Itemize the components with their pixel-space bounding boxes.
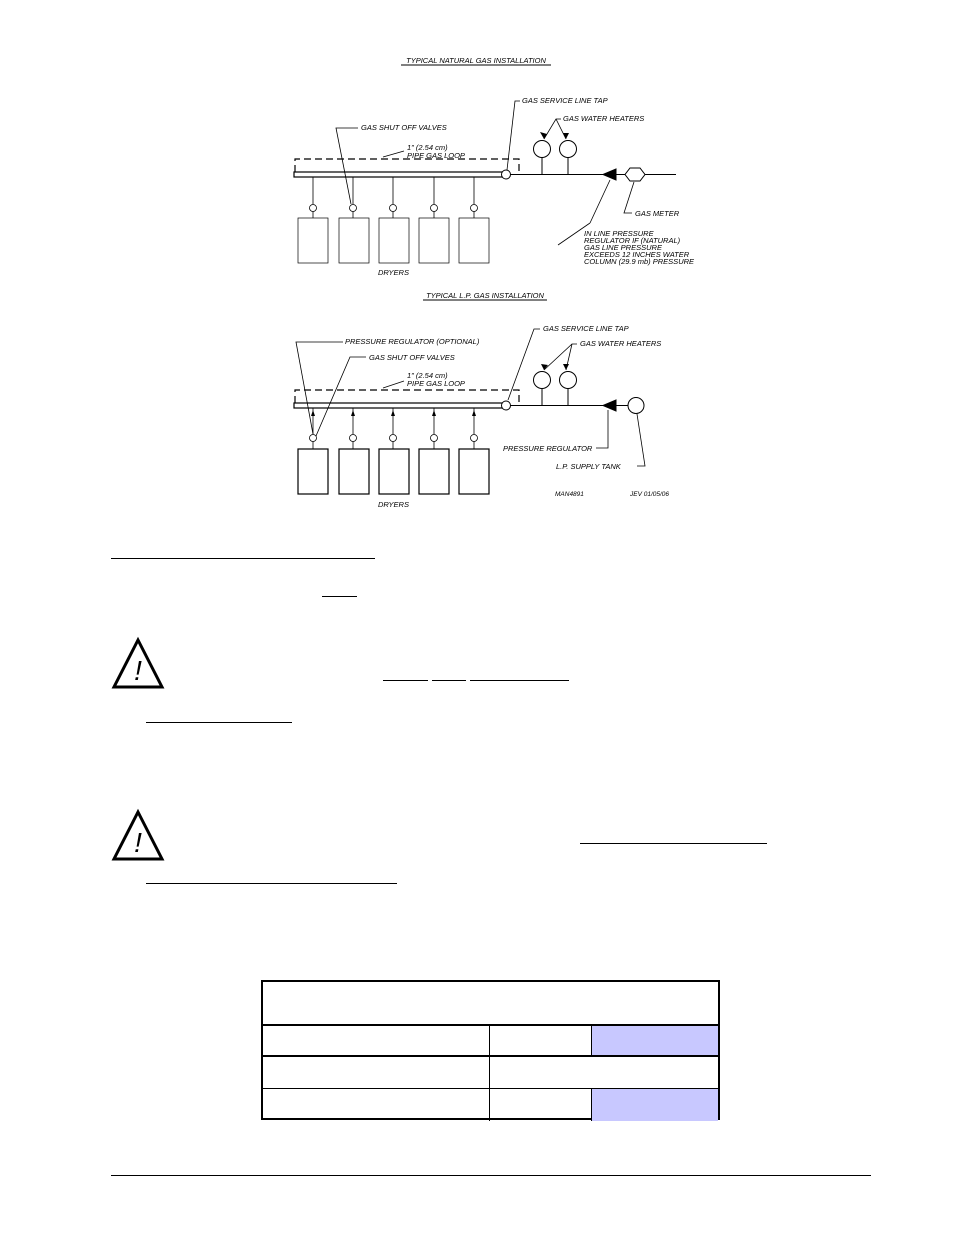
label-water-heaters-2: GAS WATER HEATERS — [580, 339, 662, 348]
label-shutoff-valves-1: GAS SHUT OFF VALVES — [361, 123, 447, 132]
table-cell — [489, 1089, 591, 1121]
label-shutoff-valves-2: GAS SHUT OFF VALVES — [369, 353, 455, 362]
label-lp-supply-tank: L.P. SUPPLY TANK — [556, 462, 621, 471]
label-water-heaters-1: GAS WATER HEATERS — [563, 114, 645, 123]
table-cell — [489, 1026, 591, 1057]
label-pressure-regulator: PRESSURE REGULATOR — [503, 444, 593, 453]
label-regulator-note-4: EXCEEDS 12 INCHES WATER — [584, 250, 690, 259]
warning-triangle-icon — [110, 636, 166, 692]
label-gas-meter: GAS METER — [635, 209, 680, 218]
natural-gas-title: TYPICAL NATURAL GAS INSTALLATION — [406, 56, 546, 65]
label-drawing-date: JEV 01/05/06 — [630, 491, 670, 498]
warning-1-underline-b — [432, 680, 466, 681]
label-gas-service-tap-1: GAS SERVICE LINE TAP — [522, 96, 608, 105]
lp-gas-diagram — [294, 291, 669, 509]
label-pipe-loop-1: PIPE GAS LOOP — [407, 151, 465, 160]
warning-1-underline-c — [470, 680, 569, 681]
table-cell — [489, 1057, 718, 1090]
label-regulator-note-5: COLUMN (29.9 mb) PRESSURE — [584, 257, 695, 266]
label-drawing-number: MAN4891 — [555, 491, 584, 498]
label-pipe-size-1: 1" (2.54 cm) — [407, 143, 448, 152]
label-regulator-note-3: GAS LINE PRESSURE — [584, 243, 662, 252]
label-regulator-note-2: REGULATOR IF (NATURAL) — [584, 236, 681, 245]
label-dryers-2: DRYERS — [378, 500, 409, 509]
warning-exclamation-2: ! — [134, 827, 142, 858]
subheading-underline-1 — [146, 722, 292, 723]
warning-2-underline — [580, 843, 767, 844]
table-row — [263, 1088, 718, 1121]
label-pressure-regulator-optional: PRESSURE REGULATOR (OPTIONAL) — [345, 337, 480, 346]
label-pipe-size-2: 1" (2.54 cm) — [407, 371, 448, 380]
warning-triangle-icon-2 — [110, 808, 166, 864]
specification-table — [261, 980, 720, 1120]
label-dryers-1: DRYERS — [378, 268, 409, 277]
label-gas-service-tap-2: GAS SERVICE LINE TAP — [543, 324, 629, 333]
label-pipe-loop-2: PIPE GAS LOOP — [407, 379, 465, 388]
section-heading-underline — [111, 558, 375, 559]
table-cell-highlight — [591, 1089, 718, 1121]
warning-exclamation: ! — [134, 655, 142, 686]
lp-gas-title: TYPICAL L.P. GAS INSTALLATION — [426, 291, 544, 300]
warning-1-underline-a — [383, 680, 428, 681]
gas-installation-diagrams — [0, 0, 954, 540]
table-row — [263, 1024, 718, 1057]
table-cell-highlight — [591, 1026, 718, 1057]
emphasis-underline-1 — [322, 596, 357, 597]
label-regulator-note-1: IN LINE PRESSURE — [584, 229, 654, 238]
table-row — [263, 1055, 718, 1090]
footer-rule — [111, 1175, 871, 1176]
natural-gas-diagram — [294, 56, 695, 277]
subheading-underline-2 — [146, 883, 397, 884]
